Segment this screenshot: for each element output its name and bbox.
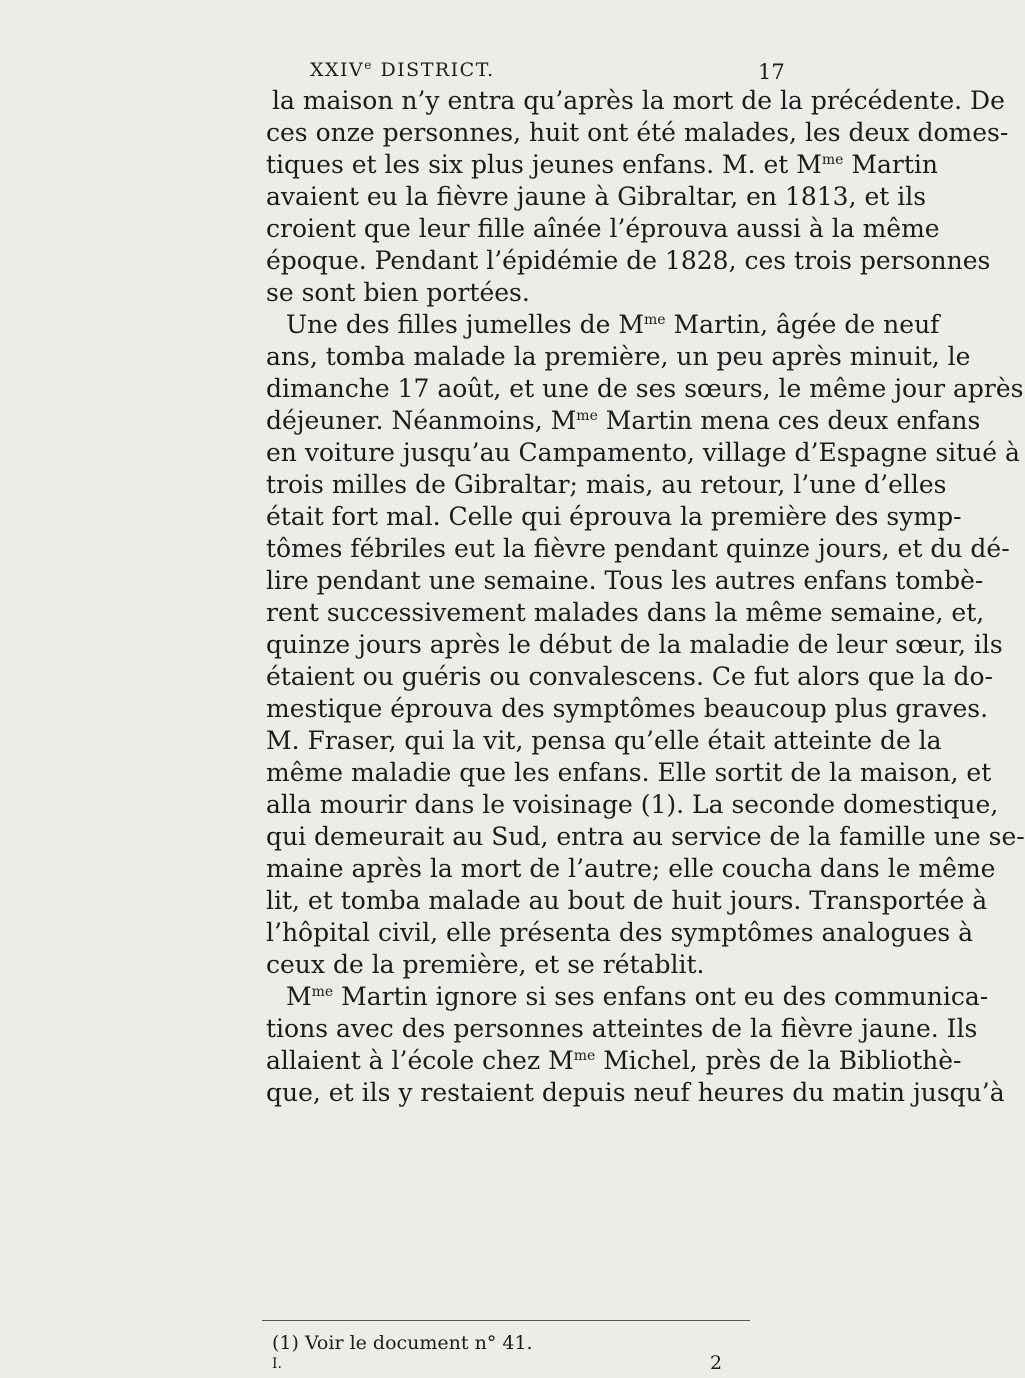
- text-line: était fort mal. Celle qui éprouva la première des symp-: [266, 502, 962, 531]
- district-word: DISTRICT.: [380, 59, 495, 81]
- text-line: quinze jours après le début de la maladie de leur sœur, ils: [266, 630, 1003, 659]
- text-line: tômes fébriles eut la fièvre pendant quinze jours, et du dé-: [266, 534, 1010, 563]
- text-line: l’hôpital civil, elle présenta des symptômes analogues à: [266, 918, 974, 947]
- text-line: la maison n’y entra qu’après la mort de la précédente. De: [272, 86, 1005, 115]
- footnote-divider: [262, 1320, 750, 1321]
- footnote: (1) Voir le document n° 41.: [272, 1332, 533, 1354]
- text-line: lit, et tomba malade au bout de huit jours. Transportée à: [266, 886, 988, 915]
- text-line: en voiture jusqu’au Campamento, village d’Espagne situé à: [266, 438, 1020, 467]
- district-heading: [310, 58, 495, 81]
- text-line: se sont bien portées.: [266, 278, 530, 307]
- text-line: qui demeurait au Sud, entra au service de la famille une se-: [266, 822, 1025, 851]
- text-line: trois milles de Gibraltar; mais, au retour, l’une d’elles: [266, 470, 947, 499]
- text-line: époque. Pendant l’épidémie de 1828, ces trois personnes: [266, 246, 991, 275]
- text-line: que, et ils y restaient depuis neuf heures du matin jusqu’à: [266, 1078, 1005, 1107]
- district-ordinal: XXIV: [310, 59, 365, 81]
- text-line: rent successivement malades dans la même semaine, et,: [266, 598, 985, 627]
- page-number: 17: [758, 60, 785, 84]
- text-line: croient que leur fille aînée l’éprouva aussi à la même: [266, 214, 940, 243]
- text-line: M. Fraser, qui la vit, pensa qu’elle était atteinte de la: [266, 726, 942, 755]
- text-line: ans, tomba malade la première, un peu après minuit, le: [266, 342, 971, 371]
- text-line: mestique éprouva des symptômes beaucoup plus graves.: [266, 694, 989, 723]
- text-line: étaient ou guéris ou convalescens. Ce fut alors que la do-: [266, 662, 993, 691]
- text-line: ces onze personnes, huit ont été malades, les deux domes-: [266, 118, 1009, 147]
- text-line: tions avec des personnes atteintes de la fièvre jaune. Ils: [266, 1014, 978, 1043]
- text-line: maine après la mort de l’autre; elle coucha dans le même: [266, 854, 996, 883]
- text-line: Une des filles jumelles de $M^{me}$ Martin, âgée de neuf: [286, 310, 940, 339]
- text-line: déjeuner. Néanmoins, $M^{me}$ Martin mena ces deux enfans: [266, 406, 981, 435]
- text-line: avaient eu la fièvre jaune à Gibraltar, en 1813, et ils: [266, 182, 927, 211]
- text-line: allaient à l’école chez $M^{me}$ Michel, près de la Bibliothè-: [266, 1046, 962, 1075]
- signature-mark-number: 2: [710, 1352, 723, 1374]
- text-line: $M^{me}$ Martin ignore si ses enfans ont eu des communica-: [286, 982, 989, 1011]
- text-line: tiques et les six plus jeunes enfans. M. et $M^{me}$ Martin: [266, 150, 939, 179]
- text-line: ceux de la première, et se rétablit.: [266, 950, 705, 979]
- district-ordinal-suffix: e: [364, 58, 373, 72]
- text-line: lire pendant une semaine. Tous les autres enfans tombè-: [266, 566, 984, 595]
- running-header: [0, 58, 800, 88]
- text-line: même maladie que les enfans. Elle sortit de la maison, et: [266, 758, 992, 787]
- signature-mark-letter: I.: [272, 1356, 282, 1372]
- text-line: alla mourir dans le voisinage (1). La seconde domestique,: [266, 790, 999, 819]
- text-line: dimanche 17 août, et une de ses sœurs, le même jour après: [266, 374, 1024, 403]
